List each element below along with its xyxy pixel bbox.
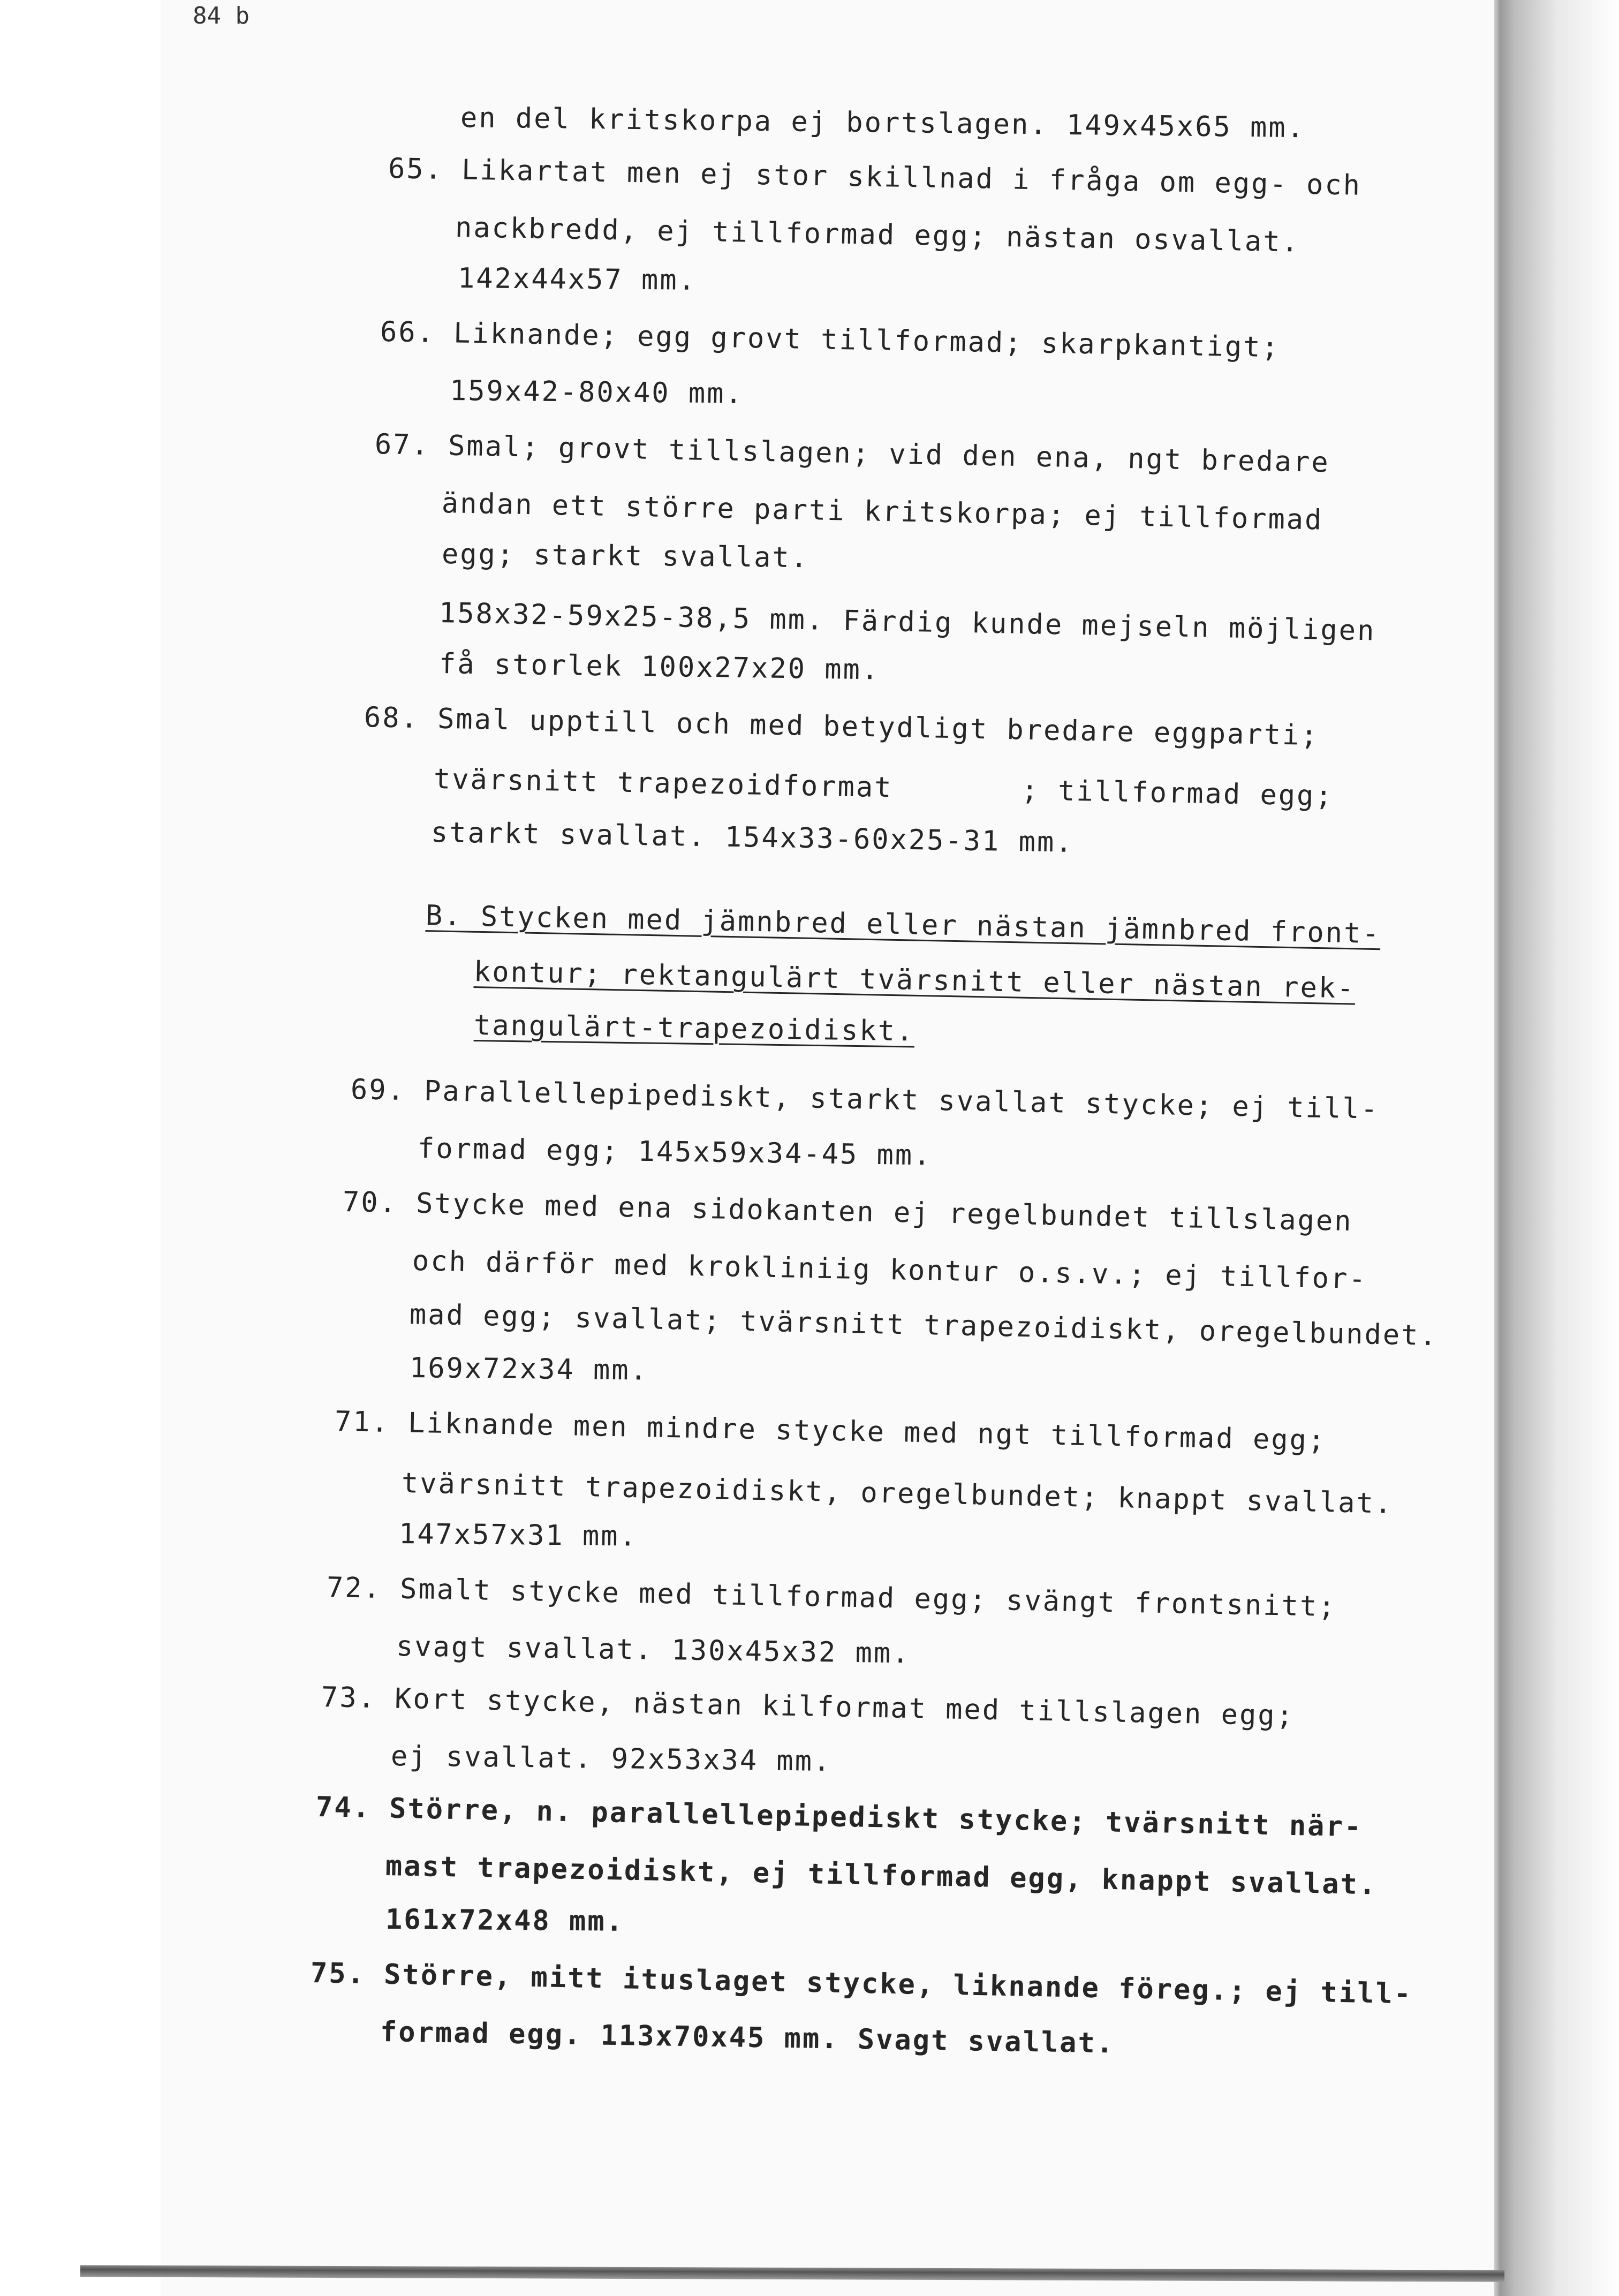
entry-74: 74. Större, n. parallellepipediskt stycke; tvärsnitt när-	[315, 1791, 1363, 1844]
bottom-binding-edge	[80, 2265, 1504, 2282]
text-line: tvärsnitt trapezoidiskt, oregelbundet; knappt svallat.	[401, 1467, 1394, 1520]
page-edge-shadow	[1494, 0, 1619, 2296]
text-line: ej svallat. 92x53x34 mm.	[390, 1740, 832, 1778]
text-line: tvärsnitt trapezoidformat ; tillformad egg;	[433, 763, 1334, 813]
entry-68: 68. Smal upptill och med betydligt bredare eggparti;	[364, 701, 1320, 752]
entry-65: 65. Likartat men ej stor skillnad i fråga om egg- och	[388, 153, 1362, 202]
text-line: formad egg; 145x59x34-45 mm.	[417, 1132, 932, 1172]
section-heading-b: B. Stycken med jämnbred eller nästan jämnbred front-	[425, 900, 1381, 950]
text-line: 158x32-59x25-38,5 mm. Färdig kunde mejseln möjligen	[438, 597, 1376, 647]
section-heading-b: tangulärt-trapezoidiskt.	[473, 1009, 915, 1048]
text-line: egg; starkt svallat.	[441, 538, 810, 575]
entry-69: 69. Parallellepipediskt, starkt svallat stycke; ej till-	[350, 1074, 1380, 1126]
text-line: mad egg; svallat; tvärsnitt trapezoidiskt, oregelbundet.	[409, 1298, 1439, 1353]
text-line: och därför med krokliniig kontur o.s.v.; ej tillfor-	[412, 1245, 1368, 1296]
section-heading-b: kontur; rektangulärt tvärsnitt eller nästan rek-	[473, 956, 1356, 1005]
text-line: få storlek 100x27x20 mm.	[438, 648, 880, 686]
entry-66: 66. Liknande; egg grovt tillformad; skarpkantigt;	[380, 316, 1281, 364]
text-line: ändan ett större parti kritskorpa; ej tillformad	[441, 487, 1323, 537]
left-margin	[0, 0, 161, 2296]
text-line: mast trapezoidiskt, ej tillformad egg, knappt svallat.	[385, 1850, 1378, 1901]
text-line: 142x44x57 mm.	[457, 262, 697, 297]
entry-75: 75. Större, mitt ituslaget stycke, liknande föreg.; ej till-	[310, 1957, 1413, 2011]
page-number: 84 b	[193, 2, 249, 29]
text-line: starkt svallat. 154x33-60x25-31 mm.	[430, 817, 1075, 859]
entry-72: 72. Smalt stycke med tillformad egg; svängt frontsnitt;	[326, 1572, 1337, 1623]
text-line: svagt svallat. 130x45x32 mm.	[396, 1630, 911, 1670]
text-line: formad egg. 113x70x45 mm. Svagt svallat.	[380, 2016, 1115, 2060]
entry-73: 73. Kort stycke, nästan kilformat med tillslagen egg;	[321, 1681, 1295, 1732]
text-line: 161x72x48 mm.	[385, 1904, 625, 1938]
text-line: 159x42-80x40 mm.	[449, 375, 744, 410]
entry-71: 71. Liknande men mindre stycke med ngt tillformad egg;	[334, 1406, 1327, 1457]
entry-67: 67. Smal; grovt tillslagen; vid den ena, ngt bredare	[374, 428, 1330, 479]
text-line: 147x57x31 mm.	[398, 1518, 638, 1553]
text-line: en del kritskorpa ej bortslagen. 149x45x65 mm.	[460, 102, 1306, 145]
entry-70: 70. Stycke med ena sidokanten ej regelbundet tillslagen	[342, 1186, 1353, 1238]
text-line: 169x72x34 mm.	[409, 1352, 649, 1387]
text-line: nackbredd, ej tillformad egg; nästan osvallat.	[455, 212, 1300, 259]
